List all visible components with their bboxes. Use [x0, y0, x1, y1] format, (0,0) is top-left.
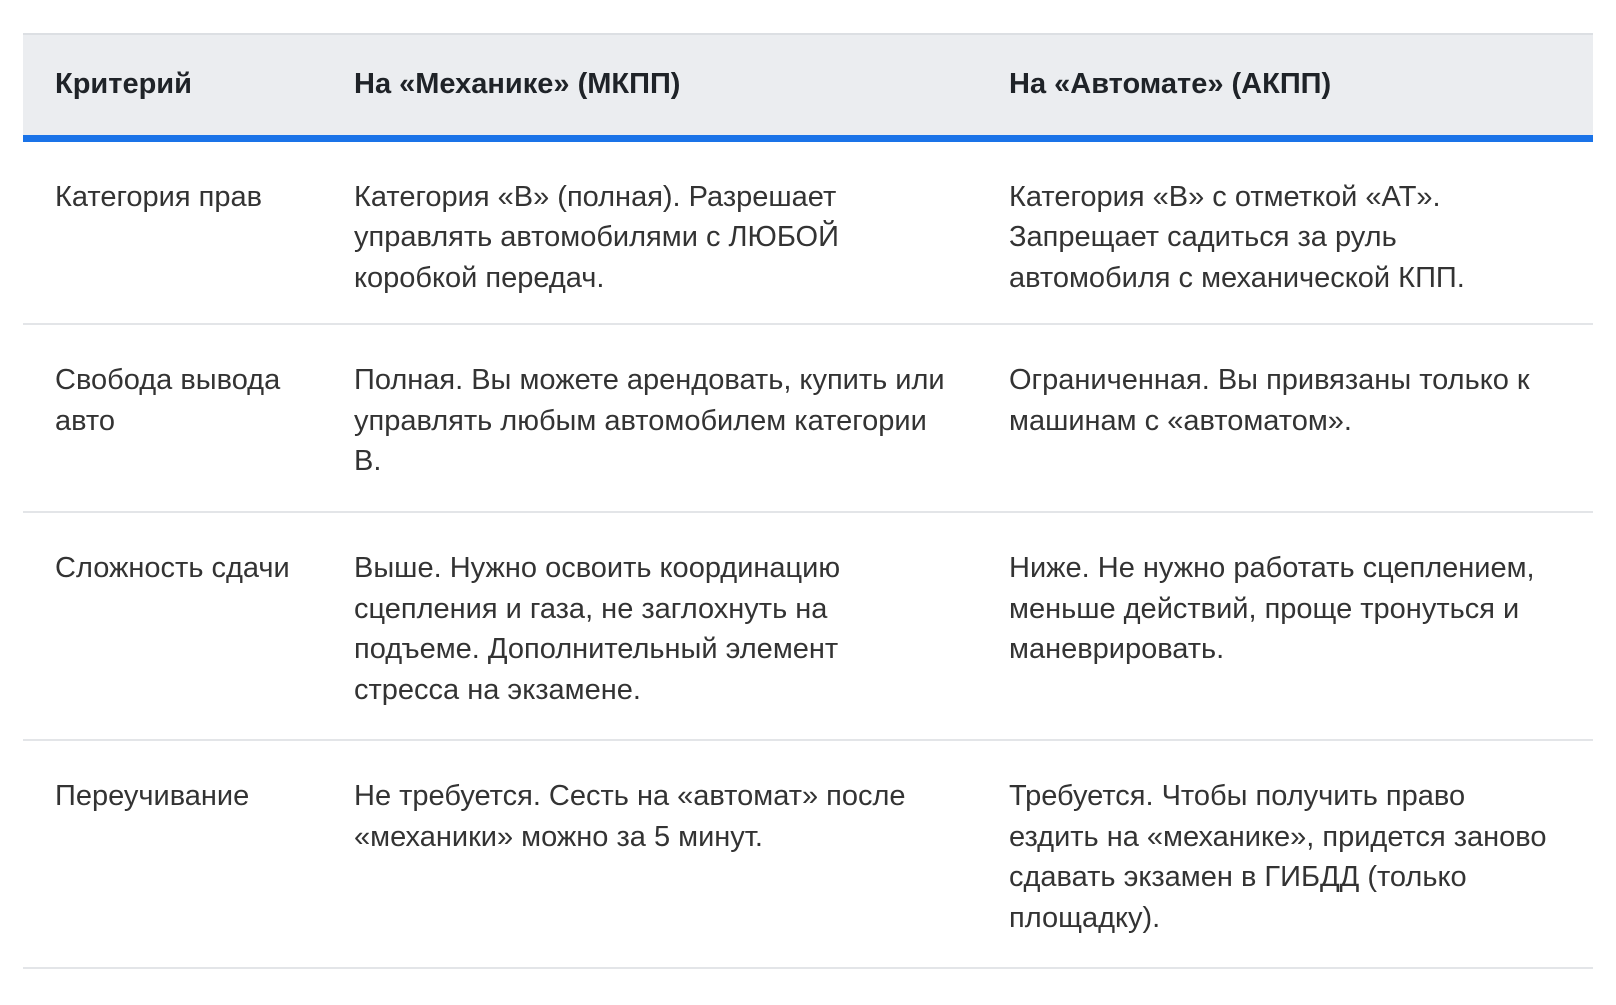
table-row: [23, 324, 1593, 512]
comparison-table: [23, 33, 1593, 969]
table-header: [23, 34, 1593, 138]
cell-manual: Выше. Нужно освоить координацию сцепления и газа, не заглохнуть на подъеме. Дополнительный элемент стресса на экзамене.: [322, 512, 977, 740]
header-criterion: Критерий: [23, 34, 322, 138]
cell-criterion: Переучивание: [23, 740, 322, 968]
cell-criterion: Сложность сдачи: [23, 512, 322, 740]
cell-automatic: Ограниченная. Вы привязаны только к машинам с «автоматом».: [977, 324, 1593, 512]
cell-automatic: Категория «B» с отметкой «AT». Запрещает садиться за руль автомобиля с механической КПП.: [977, 138, 1593, 324]
header-row: [23, 34, 1593, 138]
header-manual: На «Механике» (МКПП): [322, 34, 977, 138]
table-row: [23, 138, 1593, 324]
cell-manual: Не требуется. Сесть на «автомат» после «механики» можно за 5 минут.: [322, 740, 977, 968]
cell-automatic: Ниже. Не нужно работать сцеплением, меньше действий, проще тронуться и маневрировать.: [977, 512, 1593, 740]
cell-manual: Категория «B» (полная). Разрешает управлять автомобилями с ЛЮБОЙ коробкой передач.: [322, 138, 977, 324]
cell-manual: Полная. Вы можете арендовать, купить или управлять любым автомобилем категории B.: [322, 324, 977, 512]
table-row: [23, 512, 1593, 740]
cell-criterion: Категория прав: [23, 138, 322, 324]
header-automatic: На «Автомате» (АКПП): [977, 34, 1593, 138]
table-row: [23, 740, 1593, 968]
cell-automatic: Требуется. Чтобы получить право ездить на «механике», придется заново сдавать экзамен в ГИБДД (только площадку).: [977, 740, 1593, 968]
comparison-table-container: [23, 33, 1593, 969]
table-body: [23, 138, 1593, 968]
cell-criterion: Свобода вывода авто: [23, 324, 322, 512]
